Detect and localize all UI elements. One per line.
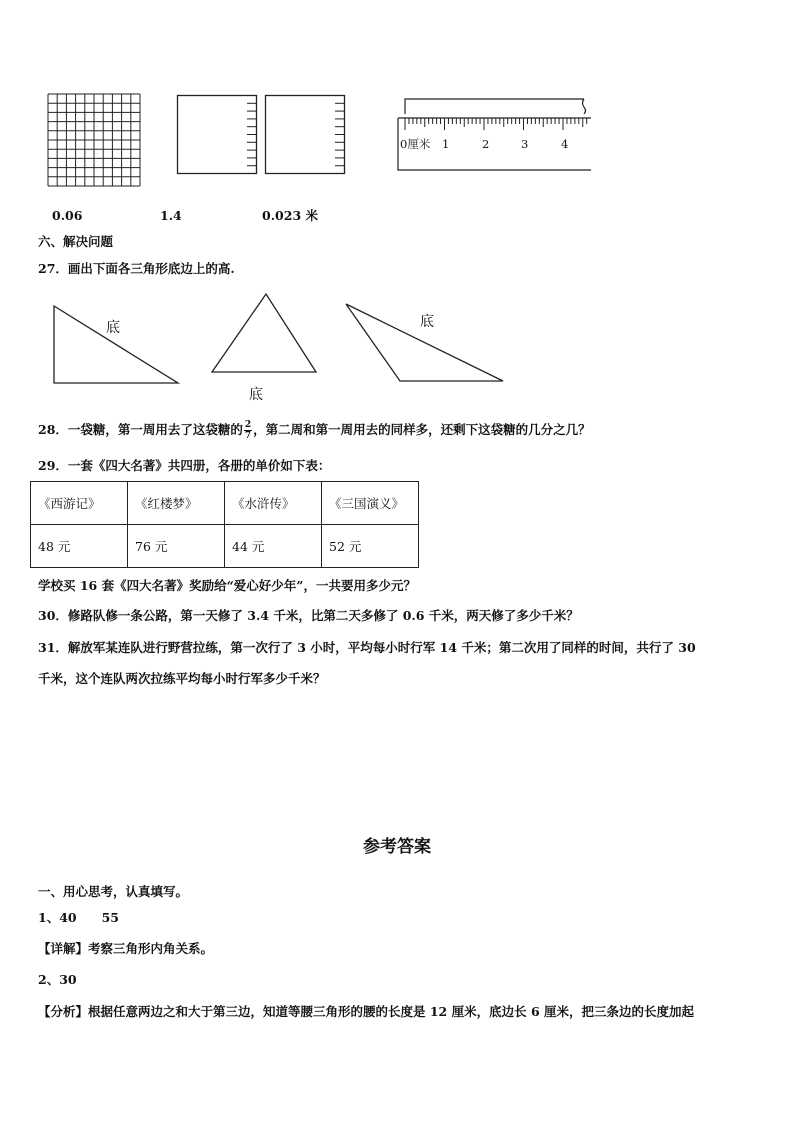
square2-caption: 0.023 米 [262,208,318,223]
base-label-2: 底 [249,387,263,403]
answer-2-analysis: 【分析】根据任意两边之和大于第三边，知道等腰三角形的腰的长度是 12 厘米，底边长 6 厘米，把三条边的长度加起 [38,1004,695,1019]
triangles-figure [40,288,520,406]
ruler-label-2: 2 [482,137,490,151]
question-29-ask: 学校买 16 套《四大名著》奖励给“爱心好少年”，一共要用多少元？ [38,578,416,593]
question-29: 29．一套《四大名著》共四册，各册的单价如下表： [38,458,331,473]
table-cell: 44 元 [225,525,322,568]
answers-section-1: 一、用心思考，认真填写。 [38,884,189,899]
table-cell: 76 元 [128,525,225,568]
question-30: 30．修路队修一条公路，第一天修了 3.4 千米，比第二天多修了 0.6 千米，两天修了多少千米？ [38,608,579,623]
question-31-line1: 31．解放军某连队进行野营拉练，第一次行了 3 小时，平均每小时行军 14 千米；第二次用了同样的时间，共行了 30 [38,640,696,655]
question-27: 27．画出下面各三角形底边上的高. [38,261,235,276]
ruler-label-0: 0厘米 [400,137,431,151]
ruler-label-4: 4 [561,137,569,151]
equilateral-triangle [212,294,316,372]
section-6-title: 六、解决问题 [38,234,114,249]
table-cell: 48 元 [31,525,128,568]
q28-suffix: ，第二周和第一周用去的同样多，还剩下这袋糖的几分之几？ [253,422,591,437]
table-header-cell: 《红楼梦》 [128,482,225,525]
grid-caption: 0.06 [52,208,83,223]
q28-prefix: 28．一袋糖，第一周用去了这袋糖的 [38,422,243,437]
table-header-cell: 《西游记》 [31,482,128,525]
ruler-label-1: 1 [442,137,450,151]
answer-2: 2、30 [38,972,77,987]
answers-title: 参考答案 [363,837,431,857]
frac-numerator: 2 [244,420,252,430]
answer-1: 1、40 55 [38,910,119,925]
square1-caption: 1.4 [160,208,182,223]
right-triangle [54,306,178,383]
frac-denominator: 7 [244,431,252,441]
table-row [31,525,419,568]
table-header-cell: 《三国演义》 [322,482,419,525]
base-label-3: 底 [420,314,434,330]
ruler-label-3: 3 [521,137,529,151]
grid-figure [44,90,144,190]
table-cell: 52 元 [322,525,419,568]
table-row [31,482,419,525]
fraction-two-sevenths [244,420,252,441]
base-label-1: 底 [106,320,120,336]
question-28 [38,420,591,441]
answer-1-detail: 【详解】考察三角形内角关系。 [38,941,214,956]
ruler-figure [396,96,596,176]
square-figure-1 [176,94,260,176]
question-31-line2: 千米，这个连队两次拉练平均每小时行军多少千米？ [38,671,326,686]
square-figure-2 [264,94,348,176]
price-table [30,481,419,568]
table-header-cell: 《水浒传》 [225,482,322,525]
